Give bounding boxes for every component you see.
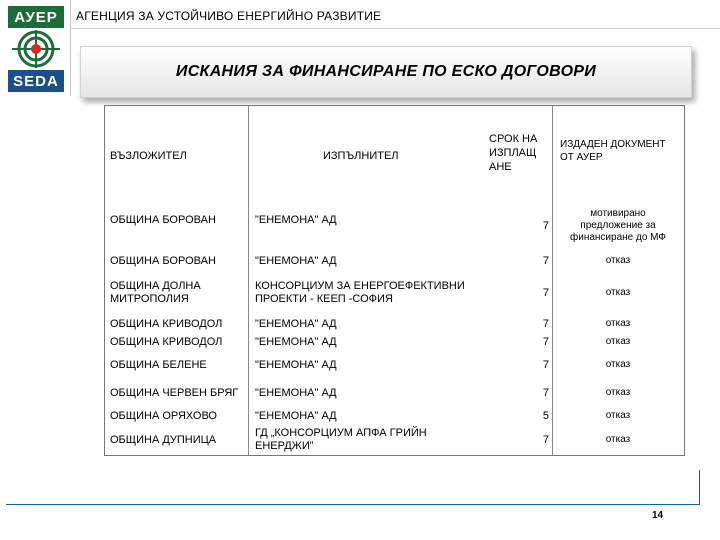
cell-executor: "ЕНЕМОНА" АД: [255, 335, 337, 348]
page-number: 14: [652, 510, 664, 521]
cell-executor: "ЕНЕМОНА" АД: [255, 317, 337, 330]
table-row: [105, 353, 684, 377]
cell-document: отказ: [605, 387, 631, 398]
funding-requests-table: [104, 105, 685, 456]
cell-term: 7: [542, 219, 549, 232]
header-term: [489, 128, 537, 178]
cell-contractor: ОБЩИНА КРИВОДОЛ: [110, 335, 223, 348]
footer-rule-vertical: [699, 470, 700, 504]
header-executor: ИЗПЪЛНИТЕЛ: [323, 150, 399, 162]
cell-document-line: предложение за: [580, 220, 656, 231]
header-document-line: ОТ АУЕР: [560, 152, 603, 163]
cell-term: 7: [542, 358, 549, 371]
cell-contractor: ОБЩИНА ЧЕРВЕН БРЯГ: [110, 386, 239, 399]
cell-contractor: ОБЩИНА ДОЛНА МИТРОПОЛИЯ: [110, 280, 201, 305]
cell-document: отказ: [605, 410, 631, 421]
cell-executor: КОНСОРЦИУМ ЗА ЕНЕРГОЕФЕКТИВНИ ПРОЕКТИ - КЕЕП -СОФИЯ: [255, 280, 465, 305]
cell-term: 5: [542, 409, 549, 422]
table-row: [105, 379, 684, 407]
table-row: [105, 407, 684, 425]
header-contractor: ВЪЗЛОЖИТЕЛ: [110, 150, 187, 162]
cell-executor: "ЕНЕМОНА" АД: [255, 409, 337, 422]
cell-term: 7: [542, 254, 549, 267]
cell-executor: "ЕНЕМОНА" АД: [255, 386, 337, 399]
cell-document: отказ: [605, 434, 631, 445]
cell-document: [555, 206, 681, 246]
cell-executor: ГД „КОНСОРЦИУМ АПФА ГРИЙН ЕНЕРДЖИ”: [255, 427, 427, 452]
page-title: ИСКАНИЯ ЗА ФИНАНСИРАНЕ ПО ЕСКО ДОГОВОРИ: [80, 46, 692, 98]
cell-document: отказ: [605, 359, 631, 370]
table-row: [105, 273, 684, 313]
cell-document: отказ: [605, 318, 631, 329]
table-row: [105, 315, 684, 333]
logo-auer: АУЕР: [8, 6, 64, 28]
cell-document-line: финансиране до МФ: [570, 232, 666, 243]
header-document-line: ИЗДАДЕН ДОКУМЕНТ: [560, 139, 666, 150]
header-document: [560, 134, 666, 168]
logo-emblem: [8, 28, 64, 70]
header-divider-vertical: [70, 0, 71, 96]
footer-rule: [6, 504, 700, 505]
cell-document: отказ: [605, 255, 631, 266]
cell-document: отказ: [605, 287, 631, 298]
table-header-row: [105, 106, 684, 206]
table-row: [105, 426, 684, 456]
cell-contractor: ОБЩИНА БЕЛЕНЕ: [110, 358, 207, 371]
cell-executor: "ЕНЕМОНА" АД: [255, 213, 337, 226]
logo-seda: SEDA: [8, 70, 64, 92]
table-row: [105, 333, 684, 351]
target-icon: [8, 28, 64, 70]
cell-contractor: ОБЩИНА ДУПНИЦА: [110, 433, 217, 446]
table-row: [105, 249, 684, 273]
cell-contractor: ОБЩИНА ОРЯХОВО: [110, 409, 217, 422]
header-term-line: АНЕ: [489, 161, 512, 173]
header-term-line: СРОК НА: [489, 133, 538, 145]
header-term-line: ИЗПЛАЩ: [489, 147, 537, 159]
cell-term: 7: [542, 286, 549, 299]
cell-term: 7: [542, 433, 549, 446]
cell-contractor: ОБЩИНА БОРОВАН: [110, 254, 216, 267]
agency-name: АГЕНЦИЯ ЗА УСТОЙЧИВО ЕНЕРГИЙНО РАЗВИТИЕ: [76, 9, 382, 23]
cell-document: отказ: [605, 336, 631, 347]
cell-term: 7: [542, 317, 549, 330]
cell-document-line: мотивирано: [590, 208, 646, 219]
cell-executor: "ЕНЕМОНА" АД: [255, 254, 337, 267]
table-row: [105, 206, 684, 246]
cell-contractor: ОБЩИНА КРИВОДОЛ: [110, 317, 223, 330]
cell-executor: "ЕНЕМОНА" АД: [255, 358, 337, 371]
header-divider-horizontal: [70, 28, 720, 29]
cell-contractor: ОБЩИНА БОРОВАН: [110, 213, 216, 226]
cell-term: 7: [542, 335, 549, 348]
cell-term: 7: [542, 386, 549, 399]
